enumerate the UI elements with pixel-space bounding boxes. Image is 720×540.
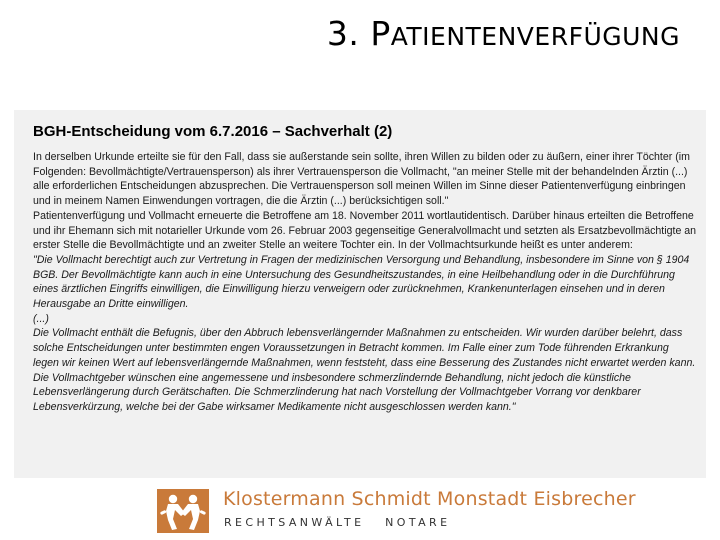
paragraph: Patientenverfügung und Vollmacht erneuerte die Betroffene am 18. November 2011 wortlautidentisch. Darüber hinaus erteilten die Betroffene und ihr Ehemann sich mit notarieller Urkunde vom 26. Februar 2003 gegenseitige Generalvollmacht und setzten als Ersatzbevollmächtigte an erster Stelle die Bevollmächtigte und an zweiter Stelle an weitere Tochter ein. In der Vollmachtsurkunde heißt es unter anderem: (33, 209, 697, 252)
slide-title-first: 3. P (326, 14, 391, 53)
body-text (33, 150, 697, 415)
firm-subtitle: RECHTSANWÄLTE NOTARE (224, 516, 451, 529)
slide-title (0, 14, 680, 53)
section-heading: BGH-Entscheidung vom 6.7.2016 – Sachverhalt (2) (33, 123, 393, 140)
firm-name: Klostermann Schmidt Monstadt Eisbrecher (223, 488, 636, 510)
quote-paragraph: Die Vollmacht enthält die Befugnis, über den Abbruch lebensverlängernder Maßnahmen zu entscheiden. Wir wurden darüber belehrt, dass solche Entscheidungen unter bestimmten engen Voraussetzungen in Betracht kommen. Im Falle einer zum Tode führenden Erkrankung legen wir keinen Wert auf lebensverlängernde Maßnahmen, wenn feststeht, dass eine Besserung des Zustandes nicht erwartet werden kann. Die Vollmachtgeber wünschen eine angemessene und insbesondere schmerzlindernde Behandlung, nicht jedoch die künstliche Lebensverlängerung durch Gerätschaften. Die Schmerzlinderung hat nach Vorstellung der Vollmachtgeber Vorrang vor denkbarer Lebensverkürzung, welche bei der Gabe wirksamer Medikamente nicht ausgeschlossen werden kann." (33, 327, 696, 413)
slide-title-rest: ATIENTENVERFÜGUNG (390, 22, 680, 51)
quote-paragraph: "Die Vollmacht berechtigt auch zur Vertretung in Fragen der medizinischen Versorgung und Behandlung, insbesondere im Sinne von § 1904 BGB. Der Bevollmächtigte kann auch in eine Untersuchung des Gesundheitszustandes, in eine Heilbehandlung oder in die Durchführung eines ärztlichen Eingriffs einwilligen, die Einwilligung hierzu verweigern oder zurücknehmen, Krankenunterlagen einsehen und in deren Herausgabe an Dritte einwilligen. (33, 253, 690, 311)
paragraph: In derselben Urkunde erteilte sie für den Fall, dass sie außerstande sein sollte, ihren Willen zu bilden oder zu äußern, einer ihrer Töchter (im Folgenden: Bevollmächtigte/Vertrauensperson) als ihrer Vertrauensperson die Vollmacht, "an meiner Stelle mit der behandelnden Ärztin (...) alle erforderlichen Entscheidungen abzusprechen. Die Vertrauensperson soll meinen Willen im Sinne dieser Patientenverfügung einbringen und in meinem Namen Einwendungen vortragen, die die Ärztin (...) berücksichtigen soll." (33, 151, 690, 208)
wrestlers-logo-icon (157, 489, 209, 533)
quote-ellipsis: (...) (33, 312, 49, 325)
